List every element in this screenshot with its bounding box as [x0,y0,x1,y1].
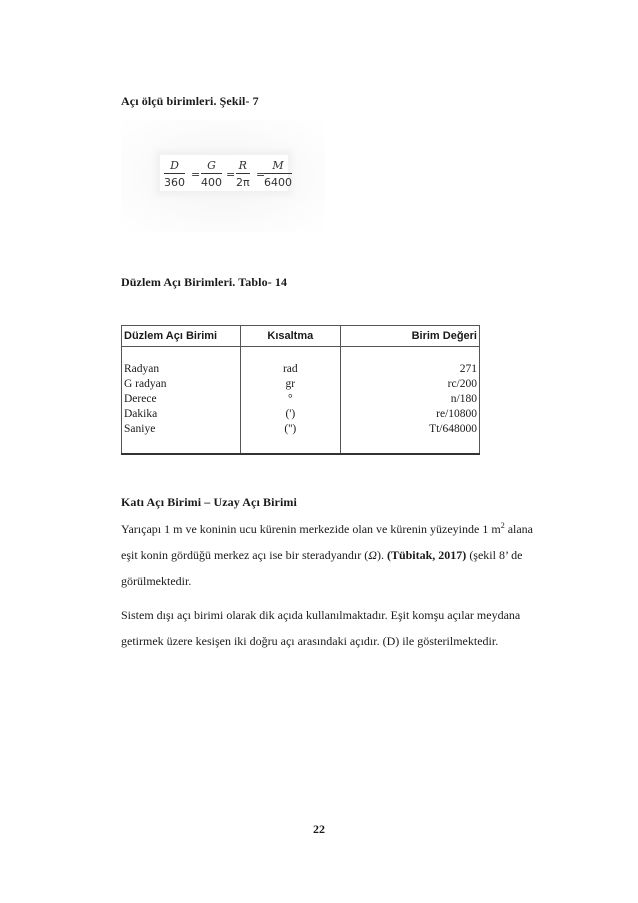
table-cell: Tt/648000 [340,422,479,437]
table-cell: Derece [122,392,241,407]
formula-figure [121,120,325,232]
column-header: Birim Değeri [340,326,479,347]
table-spacer-row [122,347,480,363]
column-header: Düzlem Açı Birimi [122,326,241,347]
section-heading: Katı Açı Birimi – Uzay Açı Birimi [121,495,297,509]
page-number: 22 [313,822,325,836]
paragraph-solid-angle: Yarıçapı 1 m ve koninin ucu kürenin merkezide olan ve kürenin yüzeyinde 1 $m^2$ alana eşit konin gördüğü merkez açı ise bir steradyandır (Ω). (Tübitak, 2017) (şekil 8’ de görülmektedir. [121,521,533,588]
fraction-m: $\frac{M}{6400}$ [264,159,292,189]
table-cell: Radyan [122,362,241,377]
equals-sign: = [226,168,236,181]
table-cell: rc/200 [340,377,479,392]
table-cell: Saniye [122,422,241,437]
fraction-r: $\frac{R}{2\pi}$ [236,159,250,189]
table-header-row [122,326,480,347]
table-row [122,392,480,407]
formula-box [160,155,292,191]
table-spacer-row [122,437,480,454]
citation: (Tübitak, 2017) [386,548,467,562]
table-cell: 271 [340,362,479,377]
fraction-d: $\frac{D}{360}$ [164,159,185,189]
omega-symbol: Ω [368,548,377,562]
table-caption: Düzlem Açı Birimleri. Tablo- 14 [121,275,288,289]
column-header: Kısaltma [240,326,340,347]
table-row [122,407,480,422]
figure-caption: Açı ölçü birimleri. Şekil- 7 [121,94,259,108]
equals-sign: = [256,168,266,181]
angle-units-table [121,325,480,455]
table-cell: gr [240,377,340,392]
table-row [122,422,480,437]
table-cell: n/180 [340,392,479,407]
table-cell: ° [240,392,340,407]
table-row [122,377,480,392]
equals-sign: = [191,168,201,181]
table-cell: re/10800 [340,407,479,422]
table-cell: ('') [240,422,340,437]
table-cell: rad [240,362,340,377]
paragraph-right-angle: Sistem dışı açı birimi olarak dik açıda kullanılmaktadır. Eşit komşu açılar meydana getirmek üzere kesişen iki doğru açı arasındaki açıdır. (D) ile gösterilmektedir. [121,608,521,648]
table-cell: (') [240,407,340,422]
table-cell: Dakika [122,407,241,422]
table-row [122,362,480,377]
table-cell: G radyan [122,377,241,392]
fraction-g: $\frac{G}{400}$ [201,159,222,189]
